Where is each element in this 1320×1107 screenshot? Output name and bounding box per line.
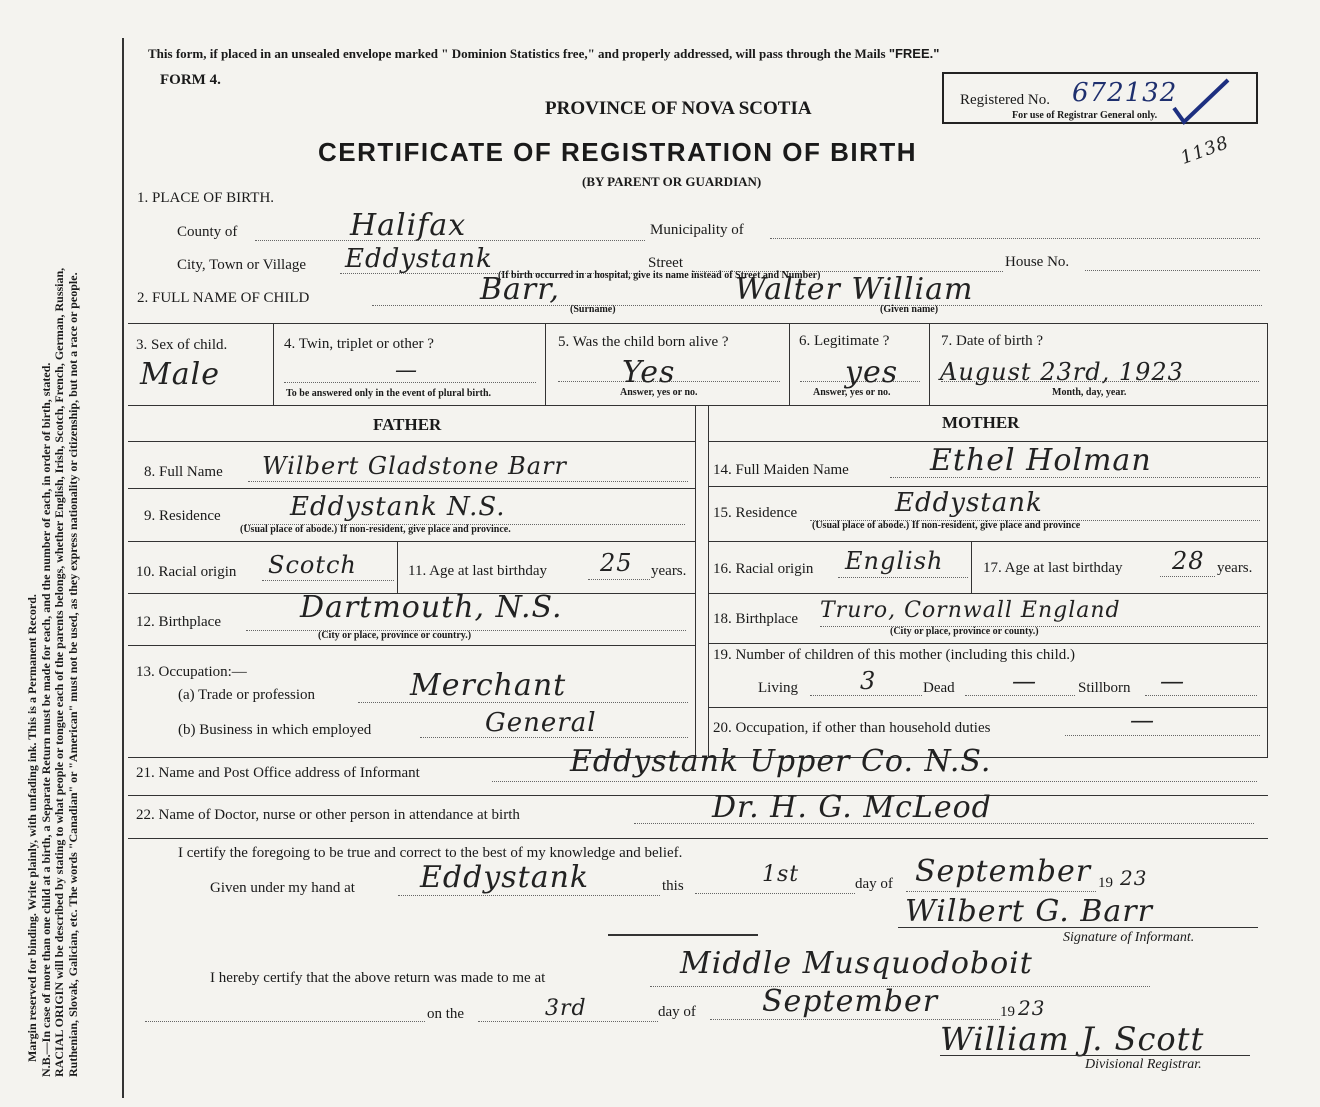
registrar-signature: William J. Scott bbox=[940, 1020, 1205, 1058]
street-label: Street bbox=[648, 255, 683, 271]
registered-number: 672132 bbox=[1072, 78, 1178, 108]
informant-signature-caption: Signature of Informant. bbox=[1063, 930, 1195, 945]
mother-name-label: 14. Full Maiden Name bbox=[713, 462, 849, 478]
certify-statement: I certify the foregoing to be true and correct to the best of my knowledge and belief. bbox=[178, 845, 683, 861]
registrar-note: For use of Registrar General only. bbox=[1012, 110, 1158, 121]
father-birthplace-value: Dartmouth, N.S. bbox=[300, 590, 563, 625]
dob-caption: Month, day, year. bbox=[1052, 387, 1127, 398]
mother-residence-value: Eddystank bbox=[895, 488, 1043, 518]
twin-value: — bbox=[395, 358, 418, 383]
sex-label: 3. Sex of child. bbox=[136, 337, 228, 353]
registrar-on-the-label: on the bbox=[427, 1006, 465, 1022]
hospital-note: (If birth occurred in a hospital, give its name instead of Street and Number) bbox=[498, 270, 821, 281]
registrar-year-prefix: 19 bbox=[1000, 1004, 1015, 1020]
page-subtitle: (BY PARENT OR GUARDIAN) bbox=[582, 174, 762, 189]
cert-day-of-label: day of bbox=[855, 876, 893, 892]
given-place-value: Eddystank bbox=[420, 860, 590, 895]
mother-age-value: 28 bbox=[1172, 547, 1205, 575]
living-value: 3 bbox=[860, 667, 877, 695]
stillborn-label: Stillborn bbox=[1078, 680, 1131, 696]
dob-label: 7. Date of birth ? bbox=[941, 333, 1044, 349]
cert-year-prefix: 19 bbox=[1098, 875, 1113, 891]
mother-birthplace-label: 18. Birthplace bbox=[713, 611, 798, 627]
legitimate-value: yes bbox=[845, 355, 899, 390]
father-business-value: General bbox=[485, 708, 597, 738]
mother-heading: MOTHER bbox=[942, 413, 1020, 432]
stamp-mark: 1138 bbox=[1177, 132, 1232, 169]
cert-year-suffix: 23 bbox=[1120, 866, 1148, 890]
mother-birthplace-note: (City or place, province or county.) bbox=[890, 626, 1039, 637]
mother-children-label: 19. Number of children of this mother (including this child.) bbox=[713, 647, 1076, 663]
twin-label: 4. Twin, triplet or other ? bbox=[284, 336, 434, 352]
informant-signature: Wilbert G. Barr bbox=[905, 894, 1153, 929]
alive-label: 5. Was the child born alive ? bbox=[558, 334, 729, 350]
given-name-caption: (Given name) bbox=[880, 304, 939, 315]
father-age-value: 25 bbox=[600, 549, 633, 577]
margin-line-3: RACIAL ORIGIN will be described by stating to what people or tongue each of the parents belongs, whether English, Irish, Scotch, French, German, Russian, bbox=[52, 267, 66, 1077]
stillborn-value: — bbox=[1160, 667, 1185, 695]
registrar-place-value: Middle Musquodoboit bbox=[680, 946, 1033, 981]
given-under-label: Given under my hand at bbox=[210, 880, 355, 896]
alive-value: Yes bbox=[622, 355, 676, 390]
mother-birthplace-value: Truro, Cornwall England bbox=[820, 598, 1121, 623]
sex-value: Male bbox=[140, 357, 220, 392]
registrar-month-value: September bbox=[762, 984, 939, 1019]
father-heading: FATHER bbox=[373, 415, 442, 434]
registrar-day-value: 3rd bbox=[545, 996, 587, 1021]
margin-line-2: N.B.—In case of more than one child at a birth, a Separate Return must be made for each, and the number of each, in order of birth, stated. bbox=[38, 362, 53, 1077]
mother-age-unit: years. bbox=[1217, 560, 1253, 576]
father-racial-label: 10. Racial origin bbox=[136, 564, 237, 580]
mother-racial-label: 16. Racial origin bbox=[713, 561, 814, 577]
place-heading: 1. PLACE OF BIRTH. bbox=[137, 190, 275, 206]
margin-line-4: Ruthenian, Slovak, Galician, etc. The words "Canadian" or "American" must not be used, as they express nationality or citizenship, but not a race or people. bbox=[65, 272, 80, 1077]
cert-month-value: September bbox=[915, 854, 1092, 889]
county-value: Halifax bbox=[350, 208, 467, 243]
mother-age-label: 17. Age at last birthday bbox=[983, 560, 1123, 576]
father-trade-label: (a) Trade or profession bbox=[178, 687, 316, 703]
child-name-label: 2. FULL NAME OF CHILD bbox=[137, 290, 310, 306]
mother-name-value: Ethel Holman bbox=[930, 443, 1152, 478]
surname-caption: (Surname) bbox=[570, 304, 616, 315]
dob-value: August 23rd, 1923 bbox=[940, 358, 1184, 386]
child-surname: Barr, bbox=[480, 272, 560, 307]
father-birthplace-note: (City or place, province or country.) bbox=[318, 630, 472, 641]
margin-line-1: Margin reserved for binding. Write plainly, with unfading ink. This is a Permanent Record. bbox=[25, 594, 39, 1062]
father-name-label: 8. Full Name bbox=[144, 464, 223, 480]
binding-margin-line bbox=[122, 38, 124, 1098]
informant-value: Eddystank Upper Co. N.S. bbox=[570, 744, 992, 779]
alive-caption: Answer, yes or no. bbox=[620, 387, 698, 398]
county-label: County of bbox=[177, 224, 238, 240]
mother-residence-label: 15. Residence bbox=[713, 505, 798, 521]
page-title: CERTIFICATE OF REGISTRATION OF BIRTH bbox=[318, 137, 918, 167]
child-given-name: Walter William bbox=[735, 272, 974, 307]
father-residence-note: (Usual place of abode.) If non-resident, give place and province. bbox=[240, 524, 511, 535]
legitimate-label: 6. Legitimate ? bbox=[799, 333, 890, 349]
registrar-year-suffix: 23 bbox=[1018, 996, 1046, 1020]
province-heading: PROVINCE OF NOVA SCOTIA bbox=[545, 98, 812, 119]
form-number: FORM 4. bbox=[160, 72, 221, 88]
legitimate-caption: Answer, yes or no. bbox=[813, 387, 891, 398]
father-trade-value: Merchant bbox=[410, 668, 567, 703]
this-label: this bbox=[662, 878, 684, 894]
registrar-statement: I hereby certify that the above return was made to me at bbox=[210, 970, 546, 986]
doctor-value: Dr. H. G. McLeod bbox=[712, 790, 992, 825]
informant-label: 21. Name and Post Office address of Informant bbox=[136, 765, 420, 781]
father-business-label: (b) Business in which employed bbox=[178, 722, 372, 738]
mother-racial-value: English bbox=[845, 547, 944, 575]
registrar-day-of-label: day of bbox=[658, 1004, 696, 1020]
living-label: Living bbox=[758, 680, 798, 696]
father-birthplace-label: 12. Birthplace bbox=[136, 614, 221, 630]
father-residence-value: Eddystank N.S. bbox=[290, 492, 506, 522]
registrar-caption: Divisional Registrar. bbox=[1085, 1057, 1202, 1072]
mother-occupation-value: — bbox=[1130, 706, 1155, 734]
father-residence-label: 9. Residence bbox=[144, 508, 221, 524]
registered-label: Registered No. bbox=[960, 92, 1050, 108]
father-occupation-label: 13. Occupation:— bbox=[136, 664, 247, 680]
municipality-label: Municipality of bbox=[650, 222, 744, 238]
house-label: House No. bbox=[1005, 254, 1070, 270]
mother-occupation-label: 20. Occupation, if other than household duties bbox=[713, 720, 991, 736]
margin-instructions bbox=[20, 20, 125, 1085]
father-age-unit: years. bbox=[651, 563, 687, 579]
city-value: Eddystank bbox=[345, 244, 493, 274]
cert-day-value: 1st bbox=[762, 862, 800, 887]
father-name-value: Wilbert Gladstone Barr bbox=[262, 452, 568, 480]
dead-label: Dead bbox=[923, 680, 955, 696]
mother-residence-note: (Usual place of abode.) If non-resident, give place and province bbox=[812, 520, 1081, 531]
city-label: City, Town or Village bbox=[177, 257, 307, 273]
father-age-label: 11. Age at last birthday bbox=[408, 563, 547, 579]
dead-value: — bbox=[1012, 667, 1037, 695]
mail-notice: This form, if placed in an unsealed envelope marked " Dominion Statistics free," and properly addressed, will pass through the Mails "FREE." bbox=[148, 46, 940, 61]
father-racial-value: Scotch bbox=[268, 551, 357, 579]
doctor-label: 22. Name of Doctor, nurse or other person in attendance at birth bbox=[136, 807, 520, 823]
checkmark-icon bbox=[1172, 78, 1232, 128]
twin-note: To be answered only in the event of plural birth. bbox=[286, 388, 492, 399]
